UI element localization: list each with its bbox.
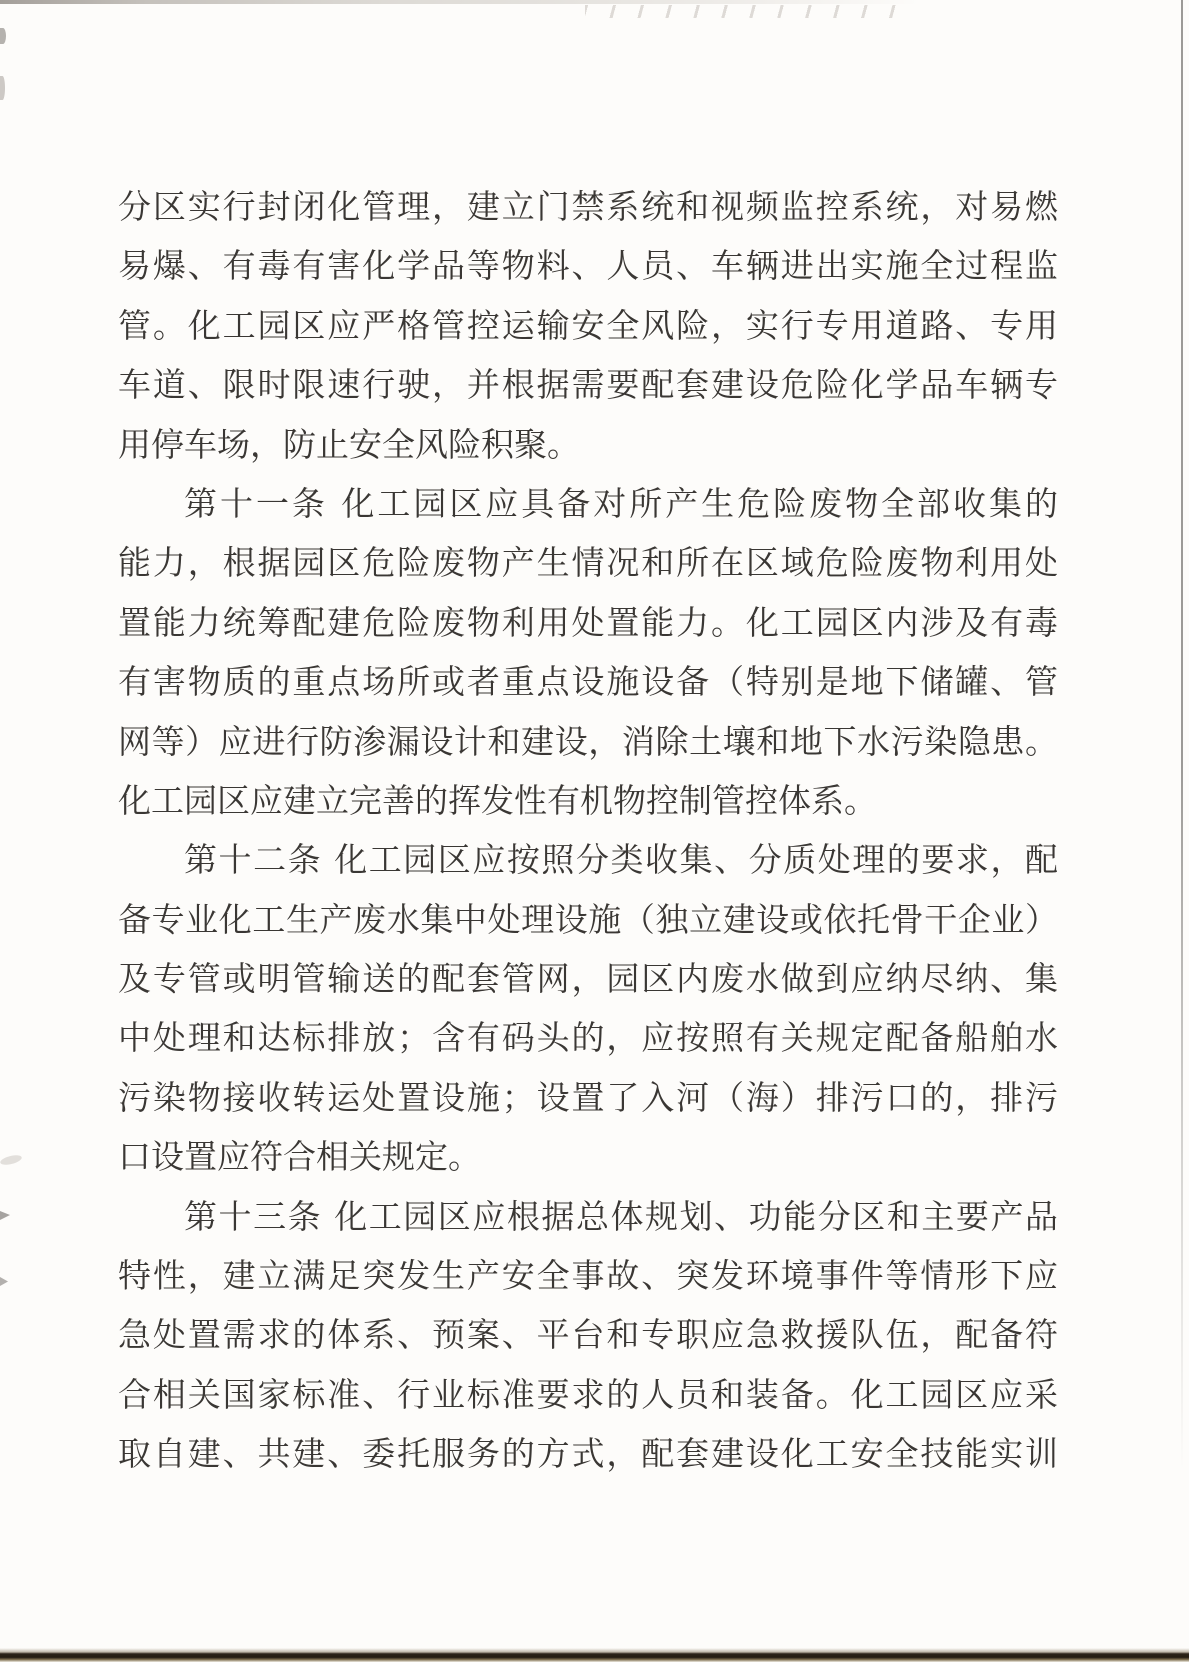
paragraph-article-13 (118, 1187, 1058, 1484)
text-line: 车道、限时限速行驶，并根据需要配套建设危险化学品车辆专 (118, 365, 1058, 405)
scan-artifact-left-speck (0, 28, 6, 44)
text-line: 能力，根据园区危险废物产生情况和所在区域危险废物利用处 (118, 543, 1058, 583)
text-line: 第十一条 化工园区应具备对所产生危险废物全部收集的 (184, 483, 1058, 523)
scan-artifact-left-speck (0, 76, 5, 100)
text-line: 特性，建立满足突发生产安全事故、突发环境事件等情形下应 (118, 1256, 1058, 1296)
text-line: 取自建、共建、委托服务的方式，配套建设化工安全技能实训 (118, 1434, 1058, 1474)
text-line: 易爆、有毒有害化学品等物料、人员、车辆进出实施全过程监 (118, 246, 1058, 286)
paragraph-continued (118, 177, 1058, 474)
scan-artifact-left-speck (0, 1153, 23, 1166)
text-line: 置能力统筹配建危险废物利用处置能力。化工园区内涉及有毒 (118, 602, 1058, 642)
scan-artifact-left-speck (0, 1277, 8, 1286)
scan-artifact-top-edge-streak (0, 0, 920, 4)
text-line: 口设置应符合相关规定。 (118, 1137, 481, 1177)
text-line: 有害物质的重点场所或者重点设施设备（特别是地下储罐、管 (118, 662, 1058, 702)
scan-artifact-bottom-edge (0, 1648, 1189, 1662)
text-line: 用停车场，防止安全风险积聚。 (118, 424, 580, 464)
text-line: 网等）应进行防渗漏设计和建设，消除土壤和地下水污染隐患。 (118, 721, 1058, 761)
text-line: 备专业化工生产废水集中处理设施（独立建设或依托骨干企业） (118, 899, 1058, 939)
text-line: 急处置需求的体系、预案、平台和专职应急救援队伍，配备符 (118, 1315, 1058, 1355)
paragraph-article-11 (118, 474, 1058, 830)
text-line: 及专管或明管输送的配套管网，园区内废水做到应纳尽纳、集 (118, 959, 1058, 999)
document-text (118, 177, 1058, 1484)
text-line: 第十三条 化工园区应根据总体规划、功能分区和主要产品 (184, 1196, 1058, 1236)
text-line: 分区实行封闭化管理，建立门禁系统和视频监控系统，对易燃 (118, 187, 1058, 226)
text-line: 管。化工园区应严格管控运输安全风险，实行专用道路、专用 (118, 305, 1058, 345)
scan-artifact-page-edge-line (1181, 0, 1183, 1470)
scan-artifact-top-smudge (585, 5, 900, 18)
text-line: 污染物接收转运处置设施；设置了入河（海）排污口的，排污 (118, 1077, 1058, 1117)
scan-artifact-left-speck (0, 1211, 10, 1220)
text-line: 化工园区应建立完善的挥发性有机物控制管控体系。 (118, 780, 877, 820)
text-line: 中处理和达标排放；含有码头的，应按照有关规定配备船舶水 (118, 1018, 1058, 1058)
text-line: 第十二条 化工园区应按照分类收集、分质处理的要求，配 (184, 840, 1058, 880)
text-line: 合相关国家标准、行业标准要求的人员和装备。化工园区应采 (118, 1374, 1058, 1414)
paragraph-article-12 (118, 830, 1058, 1186)
